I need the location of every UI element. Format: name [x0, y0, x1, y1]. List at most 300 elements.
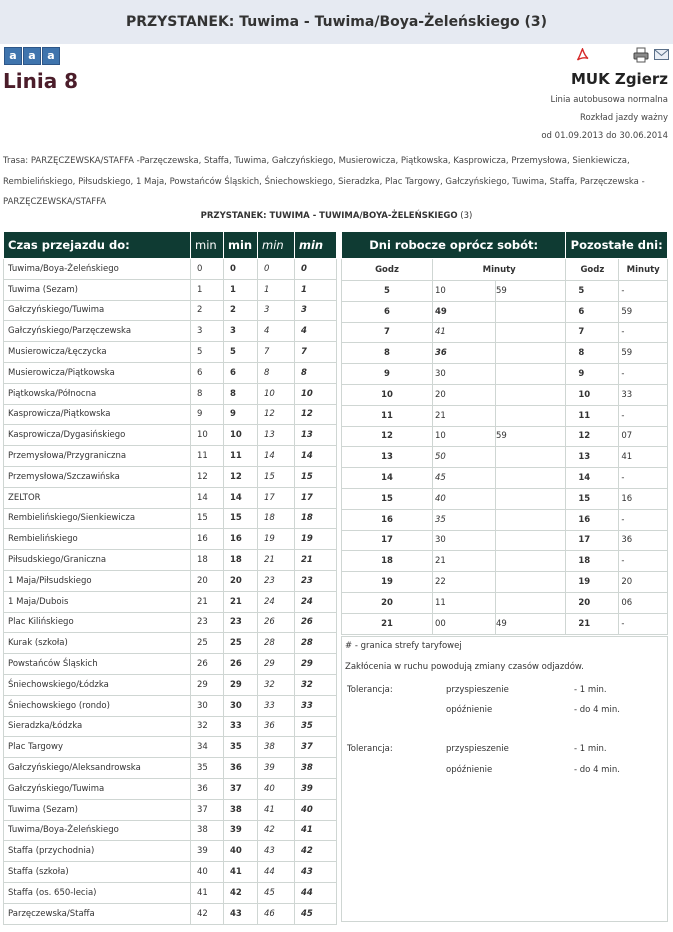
tolerance-late-value: - do 4 min. — [574, 765, 620, 775]
disruption-note: Zakłócenia w ruchu powodują zmiany czasów odjazdów. — [345, 662, 584, 672]
minutes-cell: 36 — [224, 758, 258, 779]
stop-name-cell: Kasprowicza/Dygasińskiego — [4, 425, 191, 446]
minute-cell: 41 — [433, 322, 496, 343]
minute-cell: 41 — [619, 447, 668, 468]
minutes-cell: 16 — [191, 529, 224, 550]
tolerance-label: Tolerancja: — [347, 744, 393, 754]
minutes-cell: 41 — [224, 862, 258, 883]
minutes-cell: 3 — [224, 321, 258, 342]
minutes-cell: 26 — [258, 612, 295, 633]
table-row — [4, 820, 337, 841]
minutes-cell: 23 — [295, 570, 337, 591]
minutes-cell: 29 — [258, 654, 295, 675]
minutes-cell: 0 — [295, 259, 337, 280]
minute-cell: 30 — [433, 364, 496, 385]
minutes-cell: 12 — [295, 404, 337, 425]
minute-cell: 07 — [619, 426, 668, 447]
travel-times-table — [3, 231, 337, 925]
table-row — [4, 591, 337, 612]
minute-cell — [496, 572, 566, 593]
minutes-cell: 15 — [224, 508, 258, 529]
minute-cell — [496, 468, 566, 489]
route-description: Trasa: PARZĘCZEWSKA/STAFFA -Parzęczewska, Staffa, Tuwima, Gałczyńskiego, Musierowicza, Piątkowska, Kasprowicza, Przemysłowa, Sienkiewicza, Rembielińskiego, Piłsudskiego, 1 Maja, Powstańców Śląskich, Śniechowskiego, Sieradzka, Plac Targowy, Gałczyńskiego, Tuwima, Staffa, Parzęczewska - PARZĘCZEWSKA/STAFFA — [3, 156, 645, 207]
minutes-cell: 21 — [224, 591, 258, 612]
minutes-cell: 38 — [295, 758, 337, 779]
table-row — [4, 758, 337, 779]
minute-cell: 10 — [433, 426, 496, 447]
pdf-icon[interactable] — [576, 48, 589, 63]
col-destination: Czas przejazdu do: — [4, 232, 191, 259]
operator-name: MUK Zgierz — [570, 70, 668, 88]
minute-cell: 10 — [433, 281, 496, 302]
hour-cell: 9 — [342, 364, 433, 385]
minutes-cell: 43 — [224, 903, 258, 924]
col-min-2: min — [224, 232, 258, 259]
stop-name-cell: Staffa (szkoła) — [4, 862, 191, 883]
table-row — [4, 654, 337, 675]
hour-cell: 6 — [566, 301, 619, 322]
hour-cell: 11 — [342, 405, 433, 426]
hour-cell: 16 — [342, 509, 433, 530]
minute-cell — [496, 343, 566, 364]
date-range: od 01.09.2013 do 30.06.2014 — [541, 131, 668, 141]
minute-cell: 35 — [433, 509, 496, 530]
minutes-cell: 8 — [191, 383, 224, 404]
minutes-cell: 41 — [295, 820, 337, 841]
hour-cell: 5 — [566, 281, 619, 302]
table-row — [4, 404, 337, 425]
minute-cell — [496, 447, 566, 468]
minutes-cell: 14 — [295, 446, 337, 467]
minutes-cell: 28 — [295, 633, 337, 654]
minute-cell — [496, 364, 566, 385]
minutes-cell: 11 — [191, 446, 224, 467]
minutes-cell: 33 — [258, 695, 295, 716]
minutes-cell: 40 — [258, 778, 295, 799]
minutes-cell: 5 — [224, 342, 258, 363]
schedule-header — [342, 232, 668, 259]
table-row — [4, 321, 337, 342]
hour-cell: 7 — [342, 322, 433, 343]
table-row — [4, 570, 337, 591]
table-row — [342, 468, 668, 489]
line-title: Linia 8 — [3, 69, 79, 93]
minutes-cell: 15 — [258, 466, 295, 487]
tolerance-early: przyspieszenie — [446, 685, 509, 695]
font-size-controls — [4, 47, 60, 65]
minutes-cell: 37 — [224, 778, 258, 799]
hour-cell: 21 — [342, 613, 433, 634]
minutes-cell: 1 — [191, 279, 224, 300]
minute-cell: 49 — [433, 301, 496, 322]
minutes-cell: 10 — [295, 383, 337, 404]
table-row — [4, 342, 337, 363]
minutes-cell: 4 — [258, 321, 295, 342]
col-min-1: min — [191, 232, 224, 259]
minutes-cell: 46 — [258, 903, 295, 924]
minute-cell: 00 — [433, 613, 496, 634]
minutes-cell: 42 — [191, 903, 224, 924]
page-header — [0, 0, 673, 45]
minutes-cell: 40 — [224, 841, 258, 862]
stop-caption — [0, 211, 673, 221]
stop-name-cell: Piątkowska/Północna — [4, 383, 191, 404]
table-row — [4, 508, 337, 529]
minutes-cell: 25 — [224, 633, 258, 654]
table-row — [342, 343, 668, 364]
minutes-cell: 0 — [258, 259, 295, 280]
minutes-cell: 30 — [224, 695, 258, 716]
table-row — [4, 862, 337, 883]
travel-times-header — [4, 232, 337, 259]
minutes-cell: 4 — [295, 321, 337, 342]
minutes-cell: 17 — [258, 487, 295, 508]
tolerance-label: Tolerancja: — [347, 685, 393, 695]
minutes-cell: 17 — [295, 487, 337, 508]
minutes-cell: 18 — [224, 550, 258, 571]
table-row — [342, 488, 668, 509]
minutes-cell: 41 — [191, 882, 224, 903]
minutes-cell: 21 — [295, 550, 337, 571]
stop-name-cell: Przemysłowa/Szczawińska — [4, 466, 191, 487]
minutes-cell: 10 — [258, 383, 295, 404]
tolerance-early: przyspieszenie — [446, 744, 509, 754]
minutes-cell: 8 — [258, 362, 295, 383]
minutes-cell: 6 — [224, 362, 258, 383]
table-row — [4, 466, 337, 487]
stop-name-cell: Powstańców Śląskich — [4, 654, 191, 675]
hour-cell: 21 — [566, 613, 619, 634]
minutes-cell: 0 — [191, 259, 224, 280]
table-row — [4, 362, 337, 383]
minutes-cell: 26 — [191, 654, 224, 675]
minutes-cell: 11 — [224, 446, 258, 467]
weekday-header: Dni robocze oprócz sobót: — [342, 232, 566, 259]
minutes-cell: 15 — [191, 508, 224, 529]
minutes-cell: 6 — [191, 362, 224, 383]
minutes-cell: 32 — [295, 674, 337, 695]
table-row — [342, 301, 668, 322]
minutes-cell: 15 — [295, 466, 337, 487]
minute-cell: 59 — [619, 343, 668, 364]
minutes-cell: 18 — [191, 550, 224, 571]
hour-cell: 10 — [342, 384, 433, 405]
minutes-cell: 25 — [191, 633, 224, 654]
table-row — [4, 695, 337, 716]
minute-cell: 22 — [433, 572, 496, 593]
minute-cell: - — [619, 468, 668, 489]
stop-name-cell: Sieradzka/Łódzka — [4, 716, 191, 737]
minutes-cell: 18 — [258, 508, 295, 529]
hour-cell: 15 — [566, 488, 619, 509]
hour-cell: 14 — [342, 468, 433, 489]
stop-name-cell: Musierowicza/Łęczycka — [4, 342, 191, 363]
tolerance-early-value: - 1 min. — [574, 685, 607, 695]
table-row — [342, 384, 668, 405]
minutes-cell: 16 — [224, 529, 258, 550]
hour-cell: 18 — [342, 551, 433, 572]
hour-cell: 12 — [566, 426, 619, 447]
minutes-cell: 35 — [295, 716, 337, 737]
minute-cell: 20 — [433, 384, 496, 405]
table-row — [342, 447, 668, 468]
hour-cell: 20 — [342, 592, 433, 613]
hour-cell: 16 — [566, 509, 619, 530]
minutes-cell: 35 — [224, 737, 258, 758]
minutes-cell: 45 — [258, 882, 295, 903]
table-row — [4, 487, 337, 508]
minute-cell — [496, 592, 566, 613]
table-row — [4, 841, 337, 862]
minutes-cell: 2 — [224, 300, 258, 321]
table-row — [4, 425, 337, 446]
font-small-button[interactable]: a — [4, 47, 22, 65]
stop-name-cell: Gałczyńskiego/Tuwima — [4, 300, 191, 321]
minutes-cell: 44 — [258, 862, 295, 883]
minutes-cell: 14 — [224, 487, 258, 508]
minutes-cell: 45 — [295, 903, 337, 924]
table-row — [4, 612, 337, 633]
minutes-cell: 7 — [258, 342, 295, 363]
tolerance-late-value: - do 4 min. — [574, 705, 620, 715]
minutes-cell: 32 — [258, 674, 295, 695]
stop-name-cell: 1 Maja/Piłsudskiego — [4, 570, 191, 591]
table-row — [4, 778, 337, 799]
stop-name-cell: Śniechowskiego (rondo) — [4, 695, 191, 716]
stop-name-cell: Tuwima (Sezam) — [4, 279, 191, 300]
minute-cell — [496, 384, 566, 405]
minutes-cell: 7 — [295, 342, 337, 363]
minute-cell: 45 — [433, 468, 496, 489]
stop-name-cell: Staffa (os. 650-lecia) — [4, 882, 191, 903]
stop-name-cell: ZELTOR — [4, 487, 191, 508]
minute-cell: - — [619, 613, 668, 634]
stop-name-cell: 1 Maja/Dubois — [4, 591, 191, 612]
minutes-cell: 38 — [224, 799, 258, 820]
table-row — [4, 674, 337, 695]
schedule-subheader — [342, 259, 668, 281]
minute-cell: 20 — [619, 572, 668, 593]
table-row — [4, 633, 337, 654]
stop-name-cell: Kurak (szkoła) — [4, 633, 191, 654]
minutes-cell: 39 — [191, 841, 224, 862]
minutes-cell: 0 — [224, 259, 258, 280]
minutes-cell: 18 — [295, 508, 337, 529]
minutes-cell: 2 — [191, 300, 224, 321]
minutes-cell: 33 — [295, 695, 337, 716]
table-row — [4, 716, 337, 737]
minutes-cell: 32 — [191, 716, 224, 737]
table-row — [4, 383, 337, 404]
hour-cell: 8 — [342, 343, 433, 364]
minutes-cell: 39 — [258, 758, 295, 779]
minute-cell: 59 — [619, 301, 668, 322]
notes-panel — [341, 636, 668, 922]
col-minutes-weekday: Minuty — [433, 259, 566, 281]
minute-cell — [496, 530, 566, 551]
minute-cell: 11 — [433, 592, 496, 613]
minutes-cell: 44 — [295, 882, 337, 903]
minutes-cell: 37 — [295, 737, 337, 758]
hour-cell: 13 — [566, 447, 619, 468]
table-row — [342, 509, 668, 530]
minute-cell: 49 — [496, 613, 566, 634]
minutes-cell: 39 — [224, 820, 258, 841]
minutes-cell: 9 — [224, 404, 258, 425]
table-row — [4, 446, 337, 467]
col-min-4: min — [295, 232, 337, 259]
minute-cell: - — [619, 281, 668, 302]
hour-cell: 6 — [342, 301, 433, 322]
minutes-cell: 29 — [224, 674, 258, 695]
stop-name-cell: Kasprowicza/Piątkowska — [4, 404, 191, 425]
hour-cell: 18 — [566, 551, 619, 572]
minutes-cell: 36 — [191, 778, 224, 799]
stop-name-cell: Tuwima/Boya-Żeleńskiego — [4, 820, 191, 841]
minutes-cell: 30 — [191, 695, 224, 716]
minutes-cell: 13 — [258, 425, 295, 446]
minutes-cell: 9 — [191, 404, 224, 425]
minutes-cell: 12 — [224, 466, 258, 487]
stop-name-cell: Gałczyńskiego/Aleksandrowska — [4, 758, 191, 779]
minutes-cell: 1 — [295, 279, 337, 300]
stop-caption-name: PRZYSTANEK: TUWIMA - TUWIMA/BOYA-ŻELEŃSKIEGO — [200, 211, 458, 221]
table-row — [4, 300, 337, 321]
minutes-cell: 42 — [258, 820, 295, 841]
minutes-cell: 3 — [295, 300, 337, 321]
minutes-cell: 23 — [258, 570, 295, 591]
stop-name-cell: Piłsudskiego/Graniczna — [4, 550, 191, 571]
tolerance-late: opóźnienie — [446, 705, 493, 715]
col-min-3: min — [258, 232, 295, 259]
stop-name-cell: Rembielińskiego/Sienkiewicza — [4, 508, 191, 529]
table-row — [342, 530, 668, 551]
minute-cell: 33 — [619, 384, 668, 405]
hour-cell: 10 — [566, 384, 619, 405]
table-row — [342, 613, 668, 634]
minutes-cell: 20 — [224, 570, 258, 591]
minutes-cell: 21 — [258, 550, 295, 571]
table-row — [342, 281, 668, 302]
minute-cell: 16 — [619, 488, 668, 509]
minute-cell: 06 — [619, 592, 668, 613]
minutes-cell: 26 — [295, 612, 337, 633]
minutes-cell: 1 — [258, 279, 295, 300]
table-row — [4, 529, 337, 550]
hour-cell: 20 — [566, 592, 619, 613]
hour-cell: 19 — [566, 572, 619, 593]
minute-cell — [496, 509, 566, 530]
minute-cell: 21 — [433, 551, 496, 572]
minute-cell: 40 — [433, 488, 496, 509]
hour-cell: 11 — [566, 405, 619, 426]
minutes-cell: 5 — [191, 342, 224, 363]
toolbar — [0, 44, 673, 68]
minutes-cell: 3 — [191, 321, 224, 342]
minutes-cell: 29 — [295, 654, 337, 675]
minute-cell: - — [619, 322, 668, 343]
minutes-cell: 36 — [258, 716, 295, 737]
table-row — [342, 322, 668, 343]
tariff-legend: # - granica strefy taryfowej — [345, 641, 462, 651]
tolerance-late: opóźnienie — [446, 765, 493, 775]
minutes-cell: 40 — [191, 862, 224, 883]
minute-cell: 30 — [433, 530, 496, 551]
other-days-header: Pozostałe dni: — [566, 232, 668, 259]
validity-label: Rozkład jazdy ważny — [579, 113, 668, 123]
minute-cell — [496, 488, 566, 509]
hour-cell: 15 — [342, 488, 433, 509]
minutes-cell: 24 — [258, 591, 295, 612]
font-medium-button[interactable]: a — [23, 47, 41, 65]
minute-cell: 59 — [496, 426, 566, 447]
minutes-cell: 23 — [224, 612, 258, 633]
stop-name-cell: Tuwima (Sezam) — [4, 799, 191, 820]
minutes-cell: 21 — [191, 591, 224, 612]
minute-cell: 36 — [433, 343, 496, 364]
minutes-cell: 29 — [191, 674, 224, 695]
minute-cell — [496, 405, 566, 426]
hour-cell: 17 — [566, 530, 619, 551]
table-row — [4, 737, 337, 758]
table-row — [4, 259, 337, 280]
stop-name-cell: Staffa (przychodnia) — [4, 841, 191, 862]
minutes-cell: 28 — [258, 633, 295, 654]
minutes-cell: 41 — [258, 799, 295, 820]
minute-cell: 59 — [496, 281, 566, 302]
minutes-cell: 10 — [191, 425, 224, 446]
hour-cell: 19 — [342, 572, 433, 593]
col-hour-other: Godz — [566, 259, 619, 281]
minutes-cell: 39 — [295, 778, 337, 799]
stop-caption-number: (3) — [457, 211, 473, 221]
mail-icon[interactable] — [654, 48, 669, 61]
minutes-cell: 35 — [191, 758, 224, 779]
stop-name-cell: Musierowicza/Piątkowska — [4, 362, 191, 383]
hour-cell: 14 — [566, 468, 619, 489]
minutes-cell: 8 — [224, 383, 258, 404]
minute-cell: - — [619, 509, 668, 530]
minutes-cell: 14 — [258, 446, 295, 467]
minutes-cell: 37 — [191, 799, 224, 820]
minutes-cell: 34 — [191, 737, 224, 758]
font-large-button[interactable]: a — [42, 47, 60, 65]
stop-name-cell: Plac Kilińskiego — [4, 612, 191, 633]
minute-cell: 36 — [619, 530, 668, 551]
table-row — [4, 882, 337, 903]
print-icon[interactable] — [633, 47, 649, 63]
minutes-cell: 20 — [191, 570, 224, 591]
table-row — [4, 279, 337, 300]
table-row — [342, 572, 668, 593]
minute-cell: 50 — [433, 447, 496, 468]
table-row — [342, 405, 668, 426]
table-row — [342, 551, 668, 572]
minute-cell: - — [619, 405, 668, 426]
minute-cell — [496, 301, 566, 322]
stop-name-cell: Tuwima/Boya-Żeleńskiego — [4, 259, 191, 280]
hour-cell: 8 — [566, 343, 619, 364]
minutes-cell: 14 — [191, 487, 224, 508]
hour-cell: 12 — [342, 426, 433, 447]
minutes-cell: 10 — [224, 425, 258, 446]
minutes-cell: 40 — [295, 799, 337, 820]
table-row — [342, 426, 668, 447]
hour-cell: 5 — [342, 281, 433, 302]
hour-cell: 17 — [342, 530, 433, 551]
minutes-cell: 38 — [258, 737, 295, 758]
minutes-cell: 42 — [224, 882, 258, 903]
